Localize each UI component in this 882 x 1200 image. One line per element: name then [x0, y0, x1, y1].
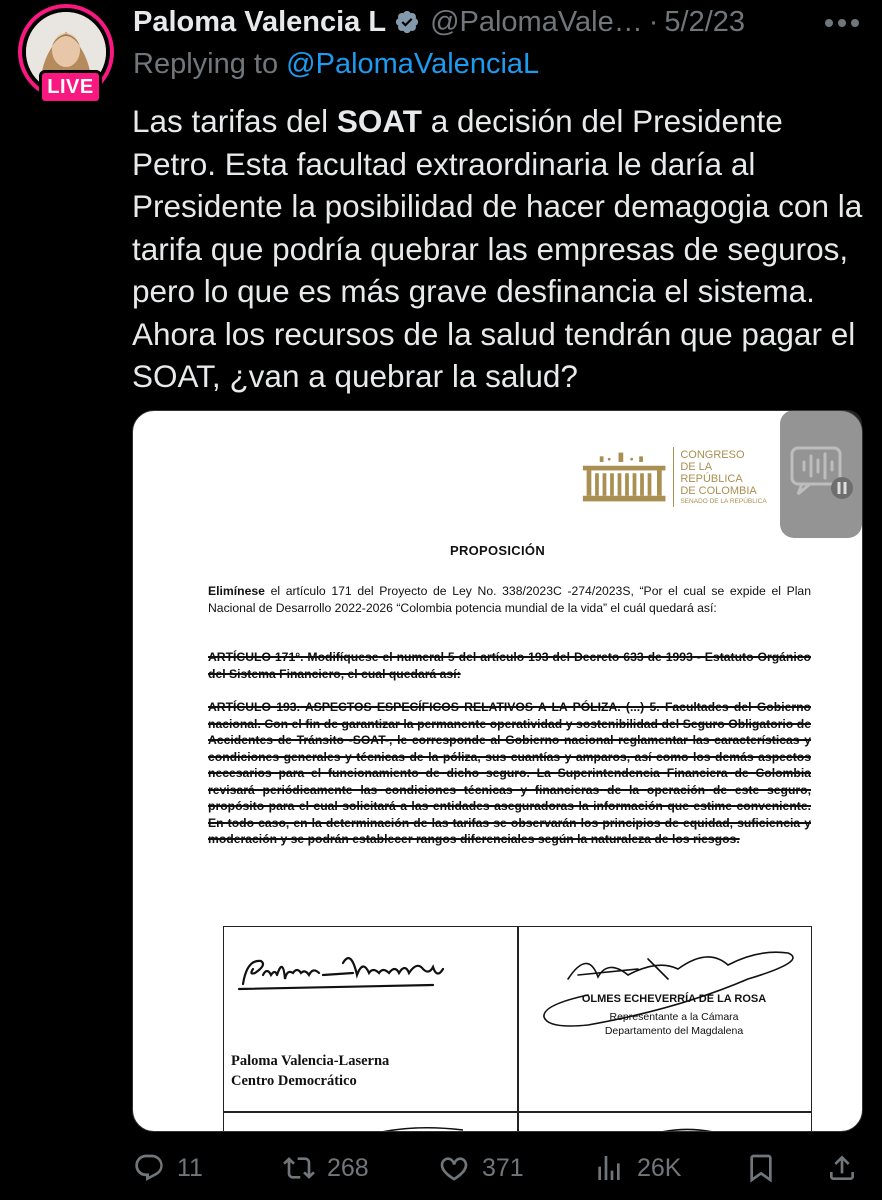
signer-left	[231, 1051, 389, 1091]
intro-bold: Elimínese	[208, 584, 265, 598]
tweet-date[interactable]: 5/2/23	[664, 5, 746, 38]
tweet-image[interactable]	[132, 410, 863, 1132]
bookmark-icon	[745, 1152, 777, 1184]
display-name[interactable]: Paloma Valencia L	[133, 5, 387, 38]
tweet-text-rest: a decisión del Presidente Petro. Esta facultad extraordinaria le daría al Presidente la posibilidad de hacer demagogia con la tarifa que podría quebrar las empresas de seguros, pero lo que es más grave desfinancia el sistema. Ahora los recursos de la salud tendrán que pagar el SOAT, ¿van a quebrar la salud?	[132, 103, 863, 394]
tweet-header	[133, 0, 745, 44]
tweet-text-bold: SOAT	[336, 103, 423, 139]
verified-badge-icon[interactable]	[394, 9, 420, 35]
replying-to-label: Replying to	[133, 48, 279, 80]
document-scan	[133, 411, 862, 1131]
tweet-text	[132, 100, 867, 398]
retweet-button[interactable]	[283, 1146, 369, 1190]
heart-icon	[438, 1152, 470, 1184]
reply-icon	[133, 1152, 165, 1184]
views-button[interactable]	[593, 1146, 681, 1190]
signature-next-row	[293, 1116, 773, 1132]
document-title: PROPOSICIÓN	[449, 543, 546, 558]
signer-left-party: Centro Democrático	[231, 1073, 357, 1089]
tweet-actions	[133, 1146, 863, 1190]
capitol-building-icon	[581, 447, 667, 507]
logo-subline: SENADO DE LA REPÚBLICA	[680, 497, 767, 505]
signature-row-divider	[223, 1111, 812, 1113]
bookmark-button[interactable]	[745, 1146, 777, 1190]
share-button[interactable]	[826, 1146, 858, 1190]
audio-waveform-icon[interactable]	[788, 444, 854, 504]
intro-text: el artículo 171 del Proyecto de Ley No. 338/2023C -274/2023S, “Por el cual se expide el Plan Nacional de Desarrollo 2022-2026 “Colombia potencia mundial de la vida” el cuál quedará así:	[208, 584, 811, 615]
separator-dot: ·	[648, 5, 659, 38]
article-171-text: ARTÍCULO 171°. Modifíquese el numeral 5 del artículo 193 del Decreto 633 de 1993 - Estatuto Orgánico del Sistema Financiero, el cual quedará así:	[208, 650, 811, 681]
signer-right-role: Representante a la Cámara	[609, 1011, 739, 1023]
logo-line-3: DE COLOMBIA	[680, 484, 757, 497]
article-193-text: ARTÍCULO 193. ASPECTOS ESPECÍFICOS RELATIVOS A LA PÓLIZA. (...) 5. Facultades del Gobierno nacional. Con el fin de garantizar la permanente operatividad y sostenibilidad del Seguro Obligatorio de Accidentes de Tránsito -SOAT-, le corresponde al Gobierno nacional reglamentar las características y condiciones generales y técnicas de la póliza, sus cuantías y amparos, así como los demás aspectos necesarios para el funcionamiento de dicho seguro. La Superintendencia Financiera de Colombia revisará periódicamente las condiciones técnicas y financieras de la operación de este seguro, propósito para el cual solicitará a las entidades aseguradoras la información que estime conveniente. En todo caso, en la determinación de las tarifas se observarán los principios de equidad, suficiencia y moderación y se podrán establecer rangos diferenciales según la naturaleza de los riesgos.	[208, 700, 811, 846]
tweet-text-start: Las tarifas del	[132, 103, 337, 139]
document-intro	[208, 583, 811, 616]
audio-dock-widget[interactable]	[780, 410, 862, 538]
handle[interactable]: @PalomaVale…	[430, 5, 643, 38]
like-button[interactable]	[438, 1146, 524, 1190]
signature-left-image	[233, 939, 503, 999]
views-count: 26K	[637, 1153, 682, 1182]
logo-text	[673, 447, 771, 507]
analytics-icon	[593, 1152, 625, 1184]
reply-count: 11	[177, 1153, 203, 1182]
logo-line-2: DE LA REPÚBLICA	[680, 460, 743, 485]
congreso-logo	[581, 447, 771, 507]
live-badge[interactable]: LIVE	[39, 70, 102, 104]
signer-left-name: Paloma Valencia-Laserna	[231, 1053, 390, 1069]
more-options-icon[interactable]	[822, 8, 862, 38]
retweet-count: 268	[327, 1153, 369, 1182]
logo-line-1: CONGRESO	[680, 448, 745, 461]
retweet-icon	[283, 1152, 315, 1184]
share-icon	[826, 1152, 858, 1184]
like-count: 371	[482, 1153, 524, 1182]
signer-right-dept: Departamento del Magdalena	[604, 1025, 744, 1037]
signer-right-name: OLMES ECHEVERRÍA DE LA ROSA	[581, 993, 767, 1005]
reply-button[interactable]	[133, 1146, 203, 1190]
signature-divider	[517, 926, 519, 1132]
replying-to-mention[interactable]: @PalomaValenciaL	[286, 48, 540, 80]
replying-to	[133, 48, 539, 81]
signature-right-image	[528, 939, 818, 1039]
